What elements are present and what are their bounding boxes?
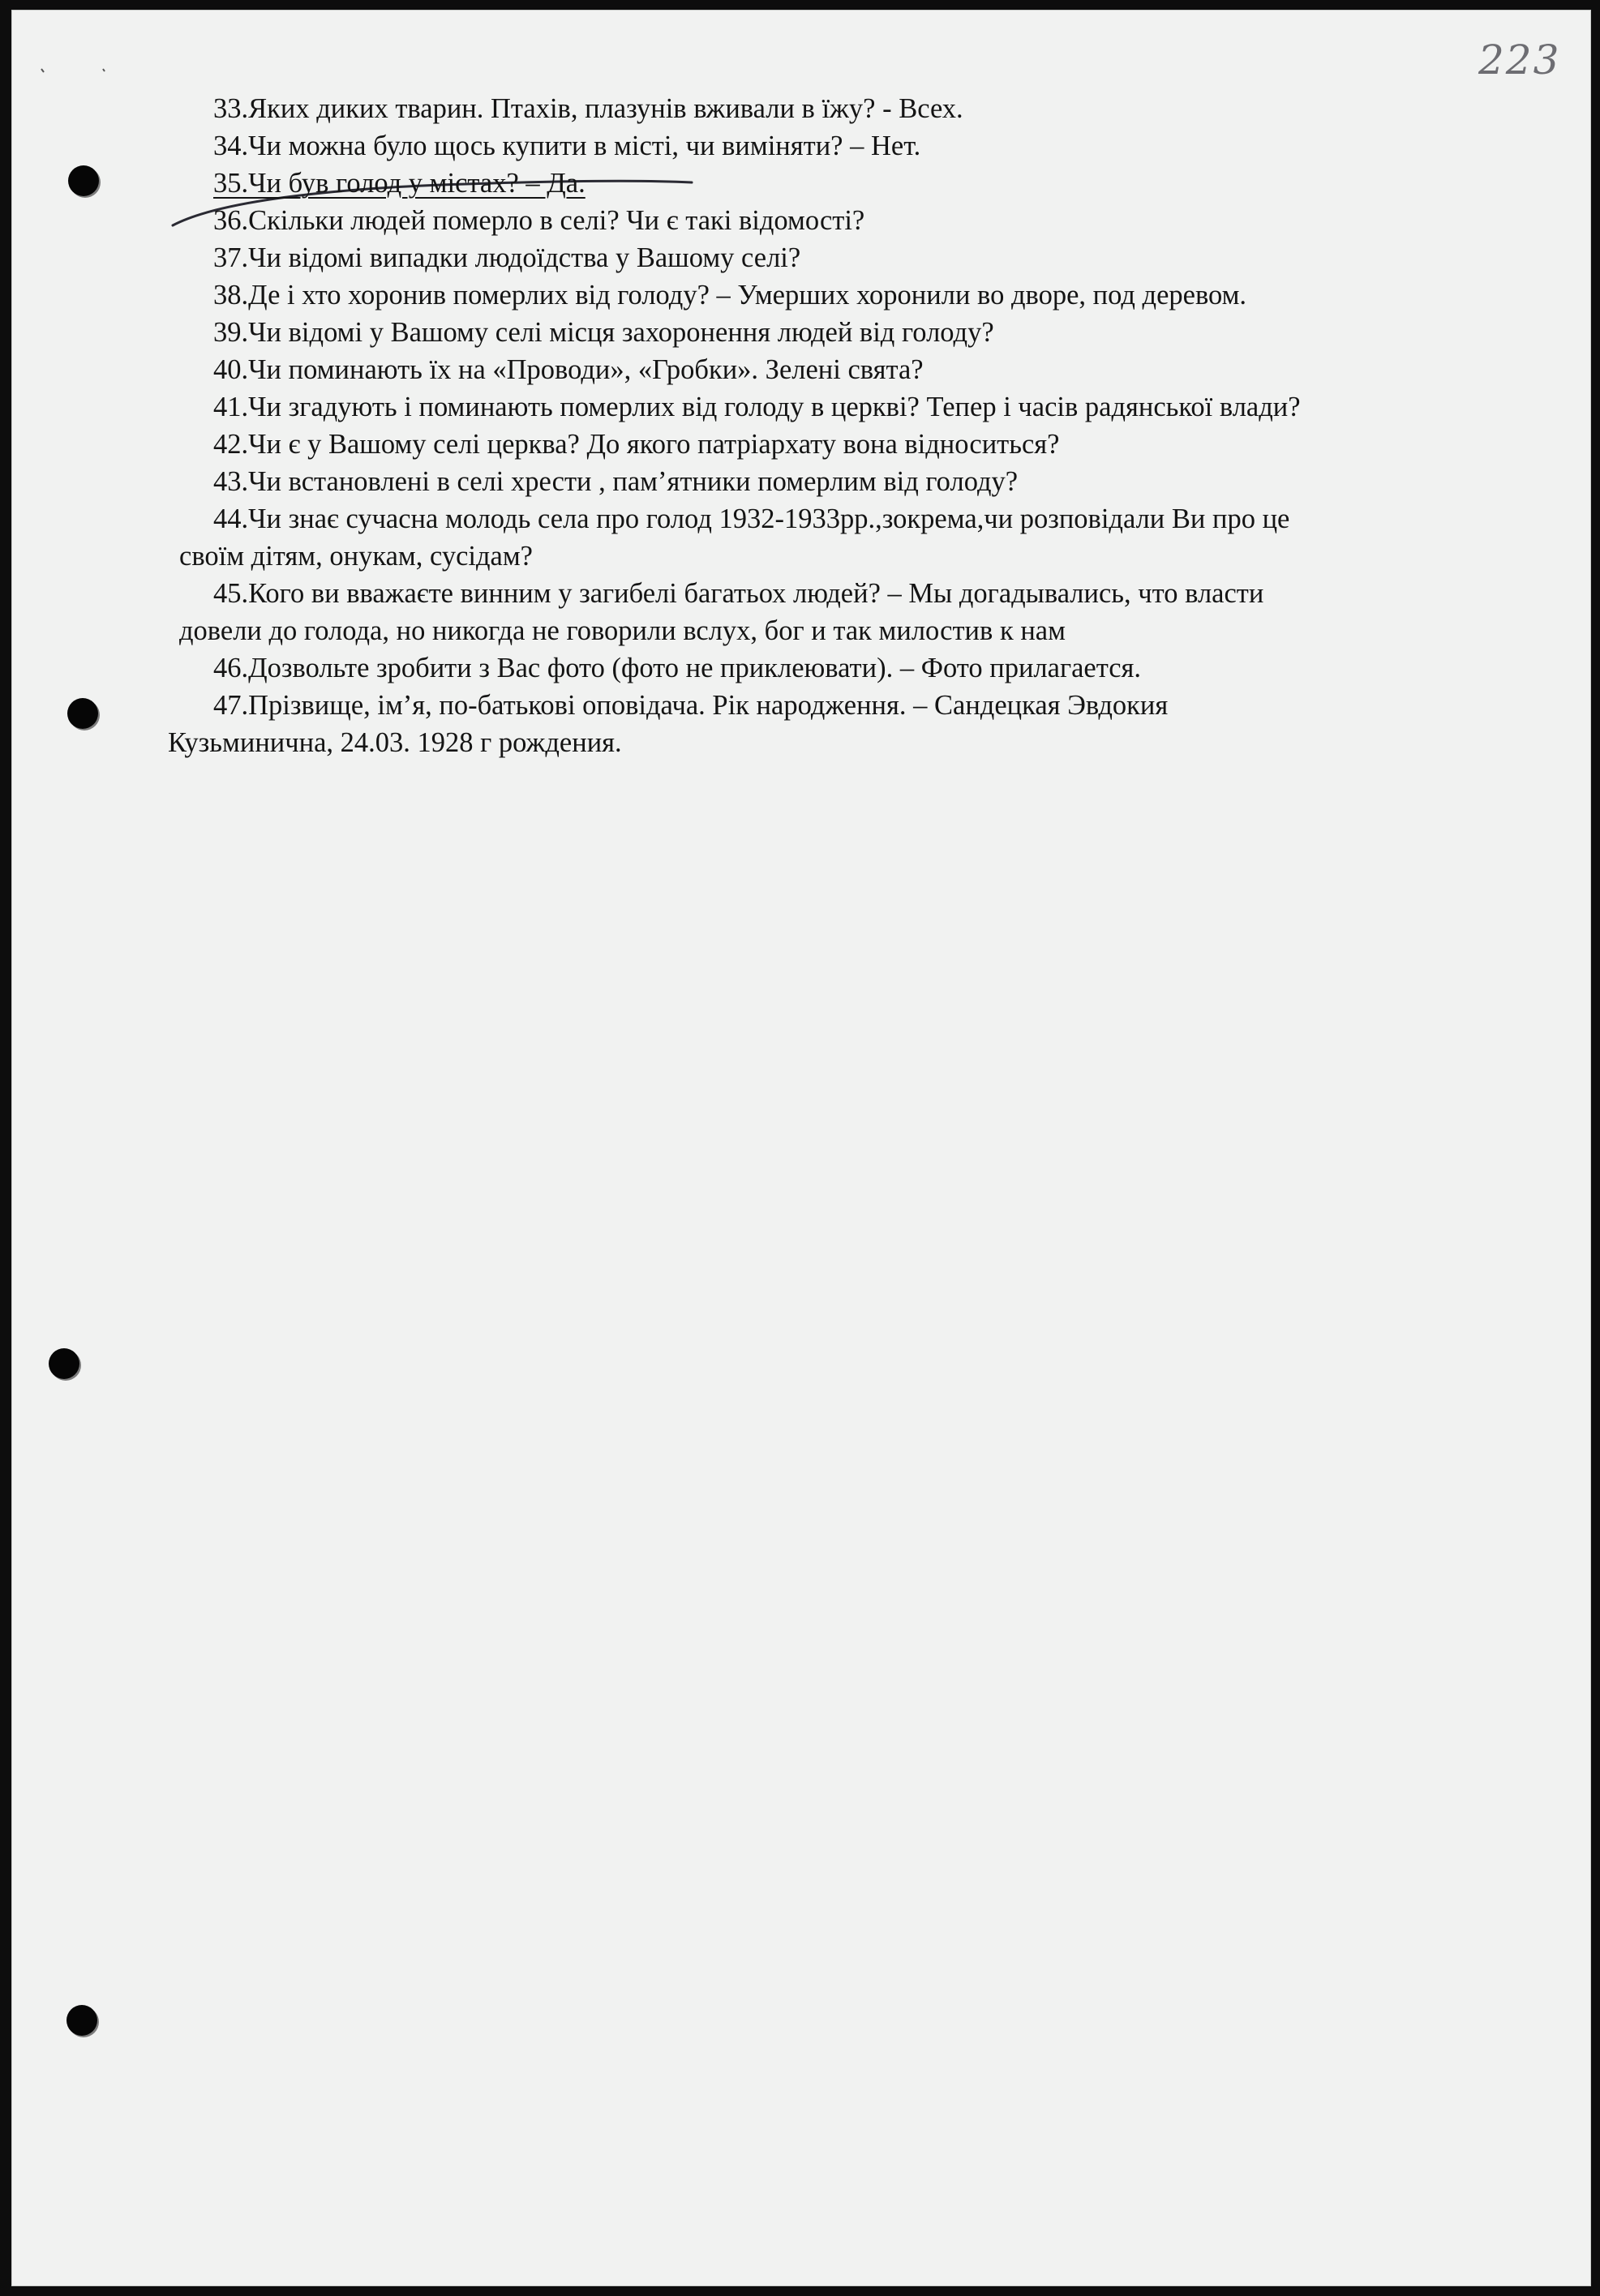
question-35: 35.Чи був голод у містах? – Да. [213, 168, 586, 199]
question-39: 39.Чи відомі у Вашому селі місця захоронення людей від голоду? [213, 317, 994, 348]
question-46: 46.Дозвольте зробити з Вас фото (фото не приклеювати). – Фото прилагается. [213, 653, 1142, 683]
question-47: 47.Прізвище, ім’я, по-батькові оповідача. Рік народження. – Сандецкая Эвдокия [213, 690, 1169, 721]
punch-hole [66, 2005, 97, 2036]
question-43: 43.Чи встановлені в селі хрести , пам’ятники померлим від голоду? [213, 466, 1019, 497]
question-33: 33.Яких диких тварин. Птахів, плазунів вживали в їжу? - Всех. [213, 93, 963, 124]
questionnaire-text [12, 90, 1590, 761]
question-40: 40.Чи поминають їх на «Проводи», «Гробки». Зелені свята? [213, 354, 924, 385]
punch-hole [49, 1348, 79, 1379]
question-34: 34.Чи можна було щось купити в місті, чи виміняти? – Нет. [213, 131, 921, 161]
question-47-continuation: Кузьминична, 24.03. 1928 г рождения. [168, 727, 622, 758]
question-44-continuation: своїм дітям, онукам, сусідам? [179, 541, 533, 572]
question-36: 36.Скільки людей померло в селі? Чи є такі відомості? [213, 205, 865, 236]
question-45: 45.Кого ви вважаєте винним у загибелі багатьох людей? – Мы догадывались, что власти [213, 578, 1264, 609]
question-45-continuation: довели до голода, но никогда не говорили вслух, бог и так милостив к нам [179, 615, 1066, 646]
question-42: 42.Чи є у Вашому селі церква? До якого патріархату вона відноситься? [213, 429, 1060, 460]
question-37: 37.Чи відомі випадки людоїдства у Вашому селі? [213, 242, 801, 273]
handwritten-page-number: 223 [1478, 36, 1561, 84]
question-44: 44.Чи знає сучасна молодь села про голод 1932-1933рр.,зокрема,чи розповідали Ви про це [213, 503, 1290, 534]
question-41: 41.Чи згадують і поминають померлих від голоду в церкві? Тепер і часів радянської влади? [213, 392, 1301, 422]
question-38: 38.Де і хто хоронив померлих від голоду? – Умерших хоронили во дворе, под деревом. [213, 280, 1247, 311]
document-page [11, 10, 1591, 2286]
